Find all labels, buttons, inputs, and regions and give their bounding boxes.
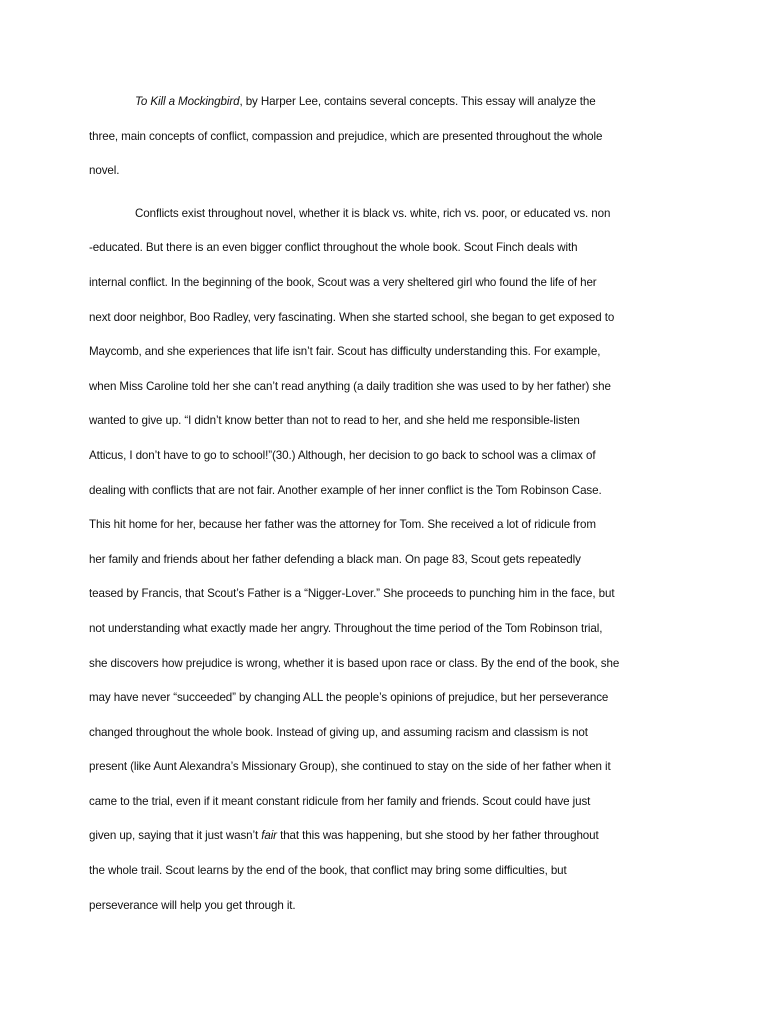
text-line: three, main concepts of conflict, compassion and prejudice, which are presented throughout the whole <box>89 129 603 143</box>
book-title: To Kill a Mockingbird <box>135 95 240 108</box>
text-span: that this was happening, but she stood by her father throughout <box>276 829 599 843</box>
text-line: her family and friends about her father defending a black man. On page 83, Scout gets repeatedly <box>89 552 581 566</box>
text-line: teased by Francis, that Scout’s Father is a “Nigger-Lover.” She proceeds to punching him in the face, but <box>89 587 615 601</box>
text-line: the whole trail. Scout learns by the end of the book, that conflict may bring some difficulties, but <box>89 864 567 878</box>
text-line: Maycomb, and she experiences that life isn’t fair. Scout has difficulty understanding this. For example, <box>89 345 601 359</box>
text-line: when Miss Caroline told her she can’t read anything (a daily tradition she was used to by her father) she <box>89 379 611 393</box>
text-line: perseverance will help you get through it. <box>89 898 296 912</box>
text-span: , by Harper Lee, contains several concepts. This essay will analyze the <box>239 95 596 108</box>
emphasis-word: fair <box>261 829 277 843</box>
text-line: Conflicts exist throughout novel, whether it is black vs. white, rich vs. poor, or educated vs. non <box>135 206 611 220</box>
text-line: -educated. But there is an even bigger conflict throughout the whole book. Scout Finch deals with <box>89 241 578 255</box>
text-line: internal conflict. In the beginning of the book, Scout was a very sheltered girl who found the life of her <box>89 275 597 289</box>
text-line: she discovers how prejudice is wrong, whether it is based upon race or class. By the end of the book, she <box>89 656 620 670</box>
text-line: novel. <box>89 164 120 178</box>
text-line: Atticus, I don’t have to go to school!”(30.) Although, her decision to go back to school was a climax of <box>89 448 596 462</box>
paragraph-gap <box>89 192 689 200</box>
text-line <box>89 88 689 123</box>
text-line: present (like Aunt Alexandra’s Missionary Group), she continued to stay on the side of her father when it <box>89 760 611 774</box>
essay-body <box>89 88 689 926</box>
text-span: given up, saying that it just wasn’t <box>89 829 262 843</box>
text-line: may have never “succeeded” by changing ALL the people’s opinions of prejudice, but her perseverance <box>89 691 609 705</box>
text-line <box>89 822 689 857</box>
text-line: wanted to give up. “I didn’t know better than not to read to her, and she held me responsible-listen <box>89 414 580 428</box>
text-line: dealing with conflicts that are not fair. Another example of her inner conflict is the Tom Robinson Case. <box>89 483 602 497</box>
text-line: not understanding what exactly made her angry. Throughout the time period of the Tom Robinson trial, <box>89 621 603 635</box>
text-line: This hit home for her, because her father was the attorney for Tom. She received a lot of ridicule from <box>89 518 596 532</box>
text-line: next door neighbor, Boo Radley, very fascinating. When she started school, she began to get exposed to <box>89 310 615 324</box>
text-line: came to the trial, even if it meant constant ridicule from her family and friends. Scout could have just <box>89 794 591 808</box>
essay-paragraph-intro <box>89 88 689 192</box>
essay-paragraph-conflict <box>89 200 689 926</box>
text-line: changed throughout the whole book. Instead of giving up, and assuming racism and classism is not <box>89 725 588 739</box>
